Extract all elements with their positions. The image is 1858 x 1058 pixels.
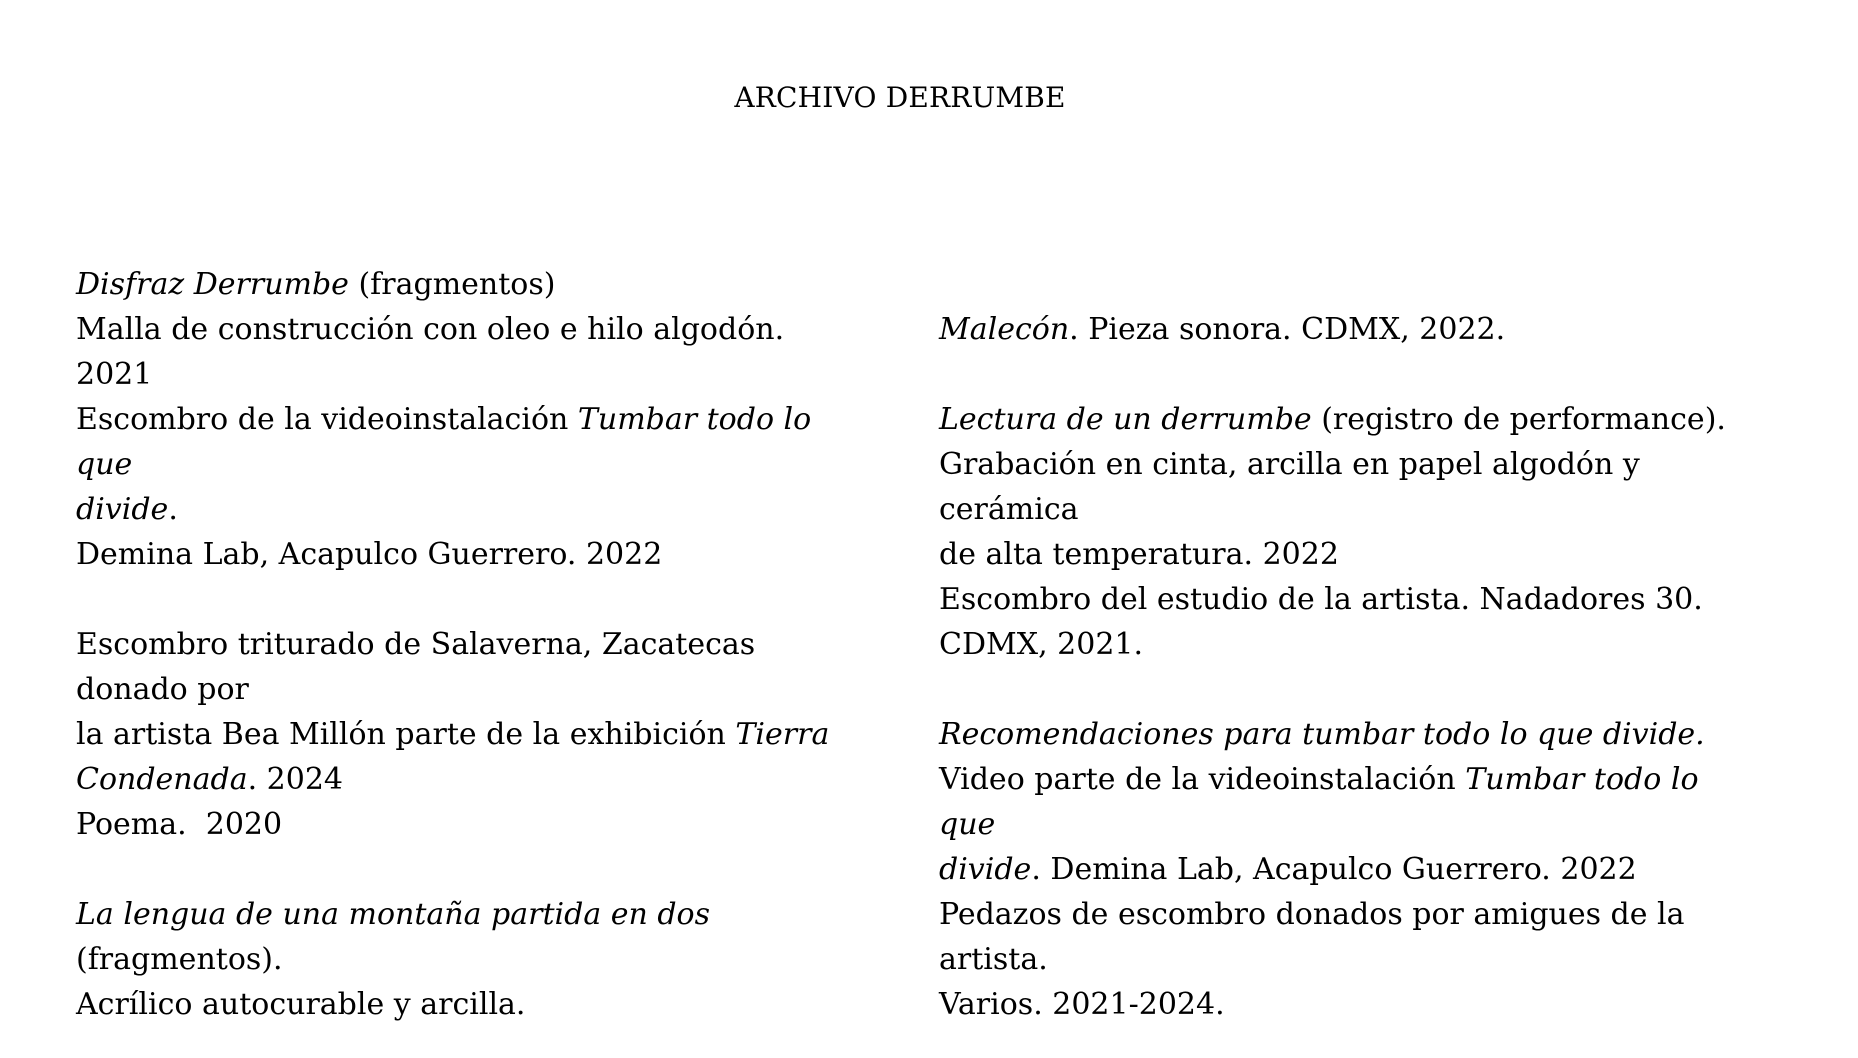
work-title-continued: divide	[76, 492, 169, 527]
entry-lengua-montana	[76, 892, 866, 1027]
work-title: Lectura de un derrumbe	[939, 402, 1312, 437]
work-title: Tumbar todo lo que	[76, 402, 821, 482]
work-description: Poema. 2020	[76, 807, 283, 842]
work-location: CDMX, 2021.	[939, 627, 1144, 662]
exhibition-title-continued: Condenada	[76, 762, 248, 797]
work-description: Acrílico autocurable y arcilla.	[76, 987, 526, 1022]
work-year: . 2024	[247, 762, 344, 797]
entry-escombro-estudio	[939, 577, 1759, 667]
work-description: Escombro del estudio de la artista. Nadadores 30.	[939, 582, 1703, 617]
installation-title-continued: divide	[939, 852, 1032, 887]
entry-escombro-salaverna	[76, 622, 866, 802]
work-description: Malla de construcción con oleo e hilo algodón. 2021	[76, 312, 794, 392]
entry-malecon	[939, 307, 1759, 352]
work-description: Video parte de la videoinstalación	[939, 762, 1466, 797]
work-title: Recomendaciones para tumbar todo lo que divide.	[939, 717, 1705, 752]
exhibition-title: Tierra	[735, 717, 830, 752]
installation-title: Tumbar todo lo que	[939, 762, 1709, 842]
work-description: Escombro de la videoinstalación	[76, 402, 578, 437]
entry-pedazos-escombro	[939, 892, 1759, 1027]
work-description: Pedazos de escombro donados por amigues de la artista.	[939, 897, 1695, 977]
work-title: Malecón	[939, 312, 1070, 347]
work-description: Escombro triturado de Salaverna, Zacatecas donado por	[76, 627, 765, 707]
work-description-continued: de alta temperatura. 2022	[939, 537, 1339, 572]
entry-poema	[76, 802, 866, 847]
work-location: Demina Lab, Acapulco Guerrero. 2022	[76, 537, 663, 572]
entry-lectura-derrumbe	[939, 397, 1759, 577]
work-note: (fragmentos)	[348, 267, 556, 302]
work-description: . Pieza sonora. CDMX, 2022.	[1069, 312, 1506, 347]
work-year: Varios. 2021-2024.	[939, 987, 1225, 1022]
work-location: . Demina Lab, Acapulco Guerrero. 2022	[1031, 852, 1637, 887]
work-note: (fragmentos).	[76, 897, 720, 977]
work-title: Disfraz Derrumbe	[76, 267, 349, 302]
work-note: (registro de performance).	[1311, 402, 1726, 437]
punctuation: .	[168, 492, 178, 527]
work-description: Grabación en cinta, arcilla en papel algodón y cerámica	[939, 447, 1650, 527]
entry-escombro-videoinstalacion	[76, 397, 866, 577]
entry-disfraz-derrumbe	[76, 262, 866, 397]
entry-recomendaciones	[939, 712, 1759, 892]
work-title: La lengua de una montaña partida en dos	[76, 897, 711, 932]
work-description-continued: la artista Bea Millón parte de la exhibición	[76, 717, 736, 752]
page-title: ARCHIVO DERRUMBE	[734, 81, 1066, 114]
